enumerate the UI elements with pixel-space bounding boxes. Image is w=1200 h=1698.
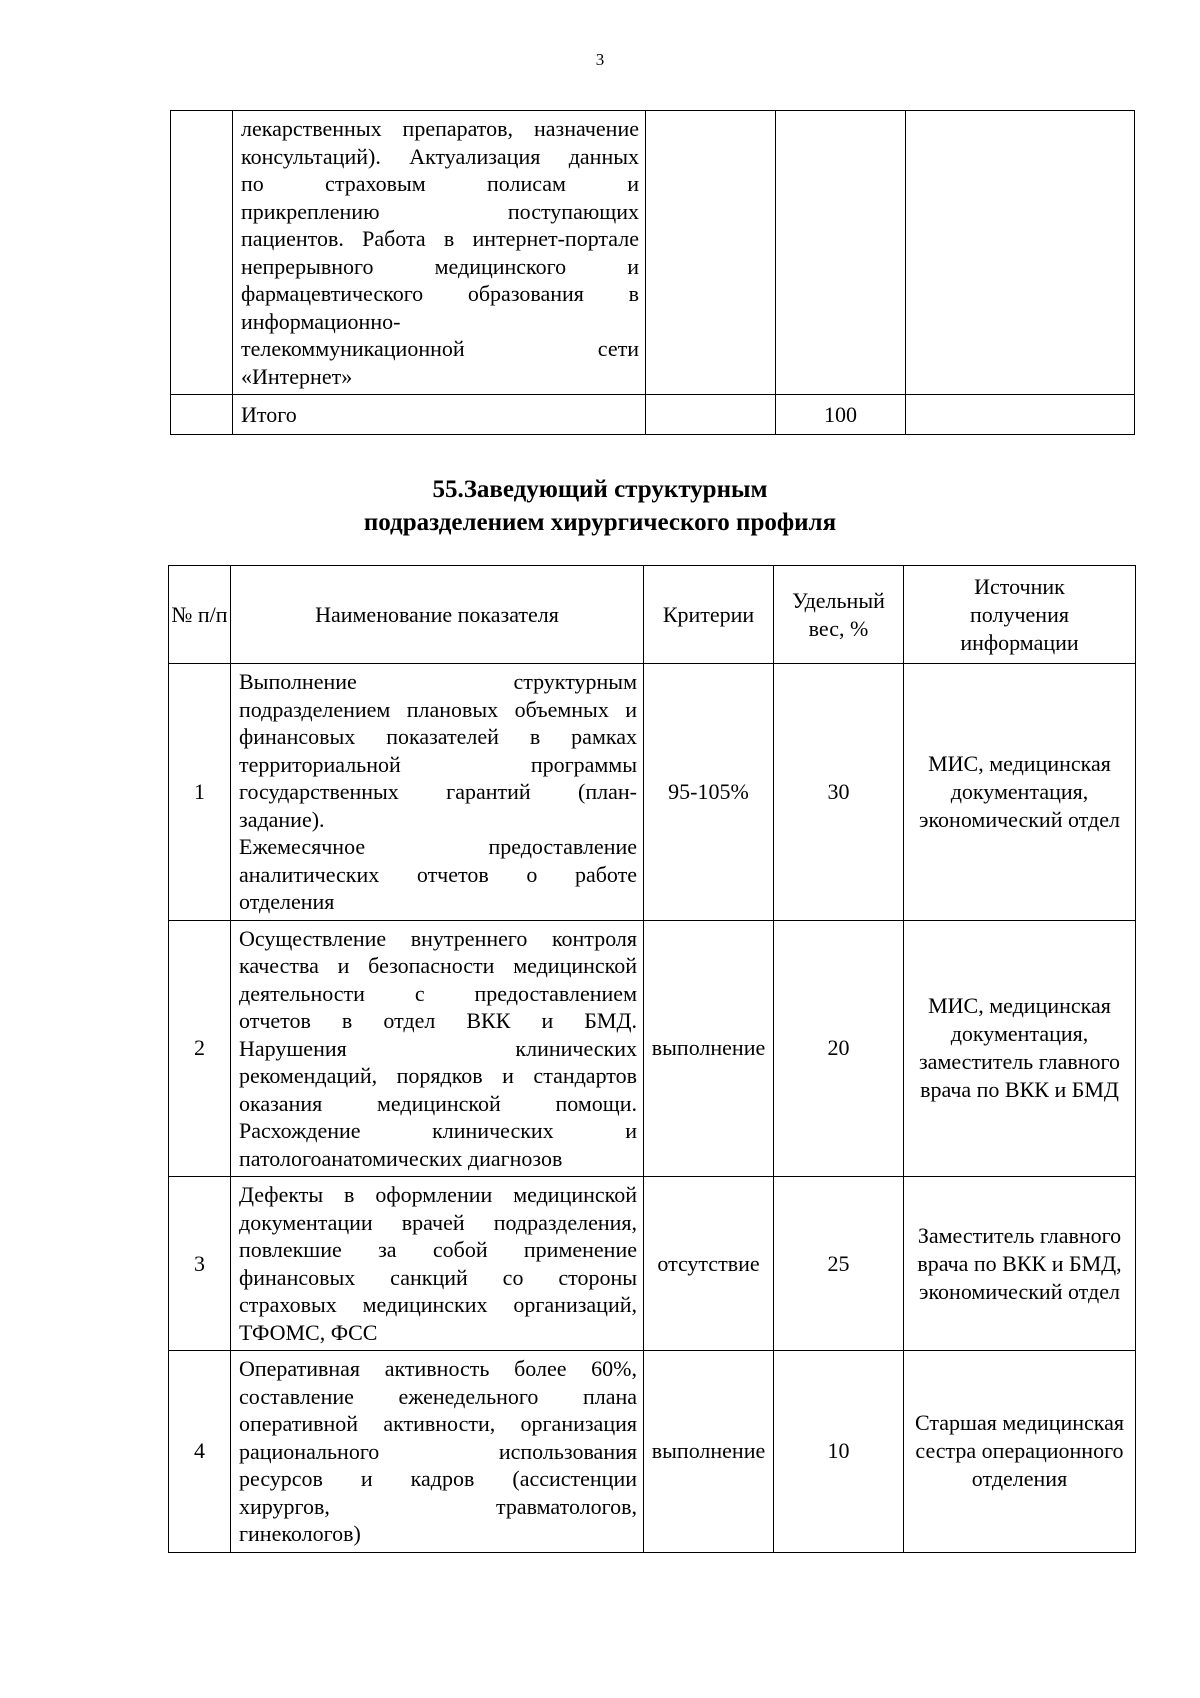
total-row <box>171 395 1135 435</box>
indicator-text <box>231 664 643 920</box>
indicator-text <box>231 1351 643 1552</box>
text-line: задание). <box>239 806 325 832</box>
table-row <box>169 1351 1136 1553</box>
section-title-line1: 55.Заведующий структурным <box>432 476 768 503</box>
header-criteria: Критерии <box>644 566 774 664</box>
cell-num <box>171 111 233 395</box>
weight: 30 <box>774 664 904 921</box>
text-line: консультаций). Актуализация данных <box>241 143 639 169</box>
text-line: Дефекты в оформлении медицинской <box>239 1182 637 1207</box>
text-line: отчетов в отдел ВКК и БМД. <box>239 1008 637 1033</box>
text-line: оказания медицинской помощи. <box>239 1090 637 1116</box>
cell-criteria <box>646 111 776 395</box>
text-line: хирургов, травматологов, <box>239 1493 637 1519</box>
weight: 20 <box>774 920 904 1177</box>
row-number: 2 <box>169 920 231 1177</box>
weight: 25 <box>774 1177 904 1351</box>
text-line: рационального использования <box>239 1438 637 1464</box>
criteria: отсутствие <box>644 1177 774 1351</box>
text-line: подразделением плановых объемных и <box>239 696 637 722</box>
text-line: государственных гарантий (план- <box>239 779 637 804</box>
text-line: ресурсов и кадров (ассистенции <box>239 1466 637 1491</box>
text-line: деятельности с предоставлением <box>239 980 637 1006</box>
header-name: Наименование показателя <box>231 566 644 664</box>
text-line: пациентов. Работа в интернет-портале <box>241 226 639 251</box>
criteria: выполнение <box>644 920 774 1177</box>
text-line: документации врачей подразделения, <box>239 1209 637 1235</box>
text-line: отделения <box>239 889 335 914</box>
criteria: выполнение <box>644 1351 774 1553</box>
section-title-line2: подразделением хирургического профиля <box>363 509 837 536</box>
row-number: 1 <box>169 664 231 921</box>
indicator-text <box>231 1177 643 1350</box>
text-line: ТФОМС, ФСС <box>239 1319 378 1345</box>
criteria: 95-105% <box>644 664 774 921</box>
info-source: Старшая медицинская сестра операционного отделения <box>904 1351 1136 1553</box>
text-line: информационно- <box>241 308 401 334</box>
indicators-table <box>168 565 1136 1553</box>
info-source: МИС, медицинская документация, заместитель главного врача по ВКК и БМД <box>904 920 1136 1177</box>
cell-source <box>906 111 1135 395</box>
indicator-name <box>231 920 644 1177</box>
weight: 10 <box>774 1351 904 1553</box>
page-number: 3 <box>595 50 605 69</box>
text-line: страховых медицинских организаций, <box>239 1292 637 1317</box>
row-number: 3 <box>169 1177 231 1351</box>
text-line: финансовых показателей в рамках <box>239 724 637 749</box>
text-line: оперативной активности, организация <box>239 1411 637 1436</box>
text-line: повлекшие за собой применение <box>239 1237 637 1262</box>
text-line: лекарственных препаратов, назначение <box>241 116 639 141</box>
total-label-cell <box>233 395 646 435</box>
text-line: Расхождение клинических и <box>239 1118 637 1143</box>
table-row <box>171 111 1135 395</box>
text-line: по страховым полисам и <box>241 171 639 196</box>
text-line: Оперативная активность более 60%, <box>239 1356 637 1381</box>
text-line: Осуществление внутреннего контроля <box>239 925 637 951</box>
info-source: МИС, медицинская документация, экономический отдел <box>904 664 1136 921</box>
text-line: телекоммуникационной сети <box>241 336 639 361</box>
header-weight: Удельный вес, % <box>774 566 904 664</box>
total-weight: 100 <box>776 395 906 435</box>
table-header-row <box>169 566 1136 664</box>
cell-num <box>171 395 233 435</box>
indicator-name <box>231 1351 644 1553</box>
table-row <box>169 920 1136 1177</box>
cell-name <box>233 111 646 395</box>
text-line: патологоанатомических диагнозов <box>239 1145 563 1171</box>
text-line: прикреплению поступающих <box>241 198 639 224</box>
table-row <box>169 1177 1136 1351</box>
cell-weight <box>776 111 906 395</box>
indicator-name <box>231 664 644 921</box>
indicator-name <box>231 1177 644 1351</box>
indicator-text <box>231 921 643 1177</box>
text-line: Выполнение структурным <box>239 669 637 694</box>
total-label: Итого <box>241 401 297 427</box>
text-line: составление еженедельного плана <box>239 1383 637 1409</box>
indicator-text <box>233 111 645 394</box>
text-line: Нарушения клинических <box>239 1035 637 1061</box>
text-line: «Интернет» <box>241 363 353 389</box>
text-line: фармацевтического образования в <box>241 281 639 306</box>
section-title <box>0 473 1200 539</box>
continuation-table <box>170 110 1135 435</box>
cell-criteria <box>646 395 776 435</box>
header-num: № п/п <box>169 566 231 664</box>
text-line: территориальной программы <box>239 751 637 777</box>
cell-source <box>906 395 1135 435</box>
row-number: 4 <box>169 1351 231 1553</box>
text-line: рекомендаций, порядков и стандартов <box>239 1063 637 1088</box>
header-source: Источник получения информации <box>904 566 1136 664</box>
text-line: непрерывного медицинского и <box>241 253 639 279</box>
text-line: финансовых санкций со стороны <box>239 1264 637 1290</box>
text-line: аналитических отчетов о работе <box>239 861 637 887</box>
text-line: гинекологов) <box>239 1521 361 1546</box>
text-line: качества и безопасности медицинской <box>239 953 637 978</box>
text-line: Ежемесячное предоставление <box>239 834 637 859</box>
info-source: Заместитель главного врача по ВКК и БМД, экономический отдел <box>904 1177 1136 1351</box>
table-row <box>169 664 1136 921</box>
